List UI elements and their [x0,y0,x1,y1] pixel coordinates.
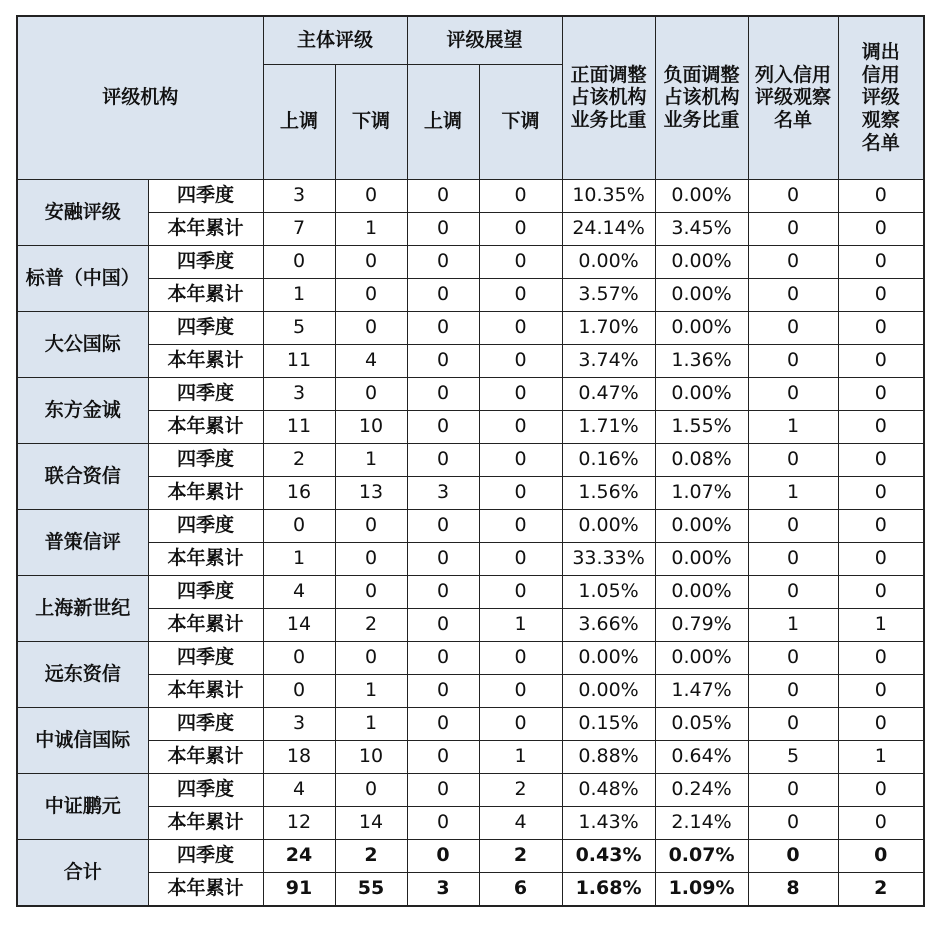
table-row [17,806,924,839]
table-cell: 0 [838,806,924,839]
table-row [17,179,924,212]
table-cell: 0 [263,674,335,707]
period-label: 本年累计 [148,476,263,509]
table-cell: 0 [479,476,562,509]
table-cell: 0.24% [655,773,748,806]
header-outlook-up: 上调 [407,64,479,179]
table-cell: 0 [407,278,479,311]
table-cell: 7 [263,212,335,245]
table-cell: 2 [335,839,407,872]
table-cell: 1.36% [655,344,748,377]
table-row [17,707,924,740]
table-cell: 3 [263,377,335,410]
table-cell: 0 [838,542,924,575]
table-cell: 0 [407,542,479,575]
header-watch-in [748,16,838,179]
agency-name: 中诚信国际 [17,707,148,773]
table-cell: 0.00% [562,245,655,278]
table-cell: 0 [748,641,838,674]
table-cell: 0 [407,806,479,839]
table-cell: 0 [838,377,924,410]
table-cell: 1 [263,542,335,575]
table-cell: 0 [479,311,562,344]
table-cell: 0 [838,311,924,344]
table-cell: 0 [335,542,407,575]
table-cell: 0.16% [562,443,655,476]
table-row [17,674,924,707]
table-cell: 0 [407,641,479,674]
table-row [17,575,924,608]
table-cell: 0 [748,707,838,740]
table-cell: 0 [407,410,479,443]
table-cell: 0.00% [655,278,748,311]
rating-adjustment-table [16,15,925,907]
table-cell: 2 [838,872,924,906]
table-cell: 0.00% [655,377,748,410]
header-outlook: 评级展望 [407,16,562,64]
period-label: 四季度 [148,443,263,476]
table-cell: 55 [335,872,407,906]
table-cell: 0 [335,311,407,344]
table-cell: 0 [748,773,838,806]
table-cell: 1.56% [562,476,655,509]
table-cell: 0 [838,641,924,674]
table-cell: 14 [335,806,407,839]
table-row [17,542,924,575]
period-label: 四季度 [148,773,263,806]
table-cell: 11 [263,344,335,377]
table-row [17,344,924,377]
header-issuer-rating: 主体评级 [263,16,407,64]
period-label: 四季度 [148,575,263,608]
period-label: 本年累计 [148,872,263,906]
agency-name: 合计 [17,839,148,906]
table-cell: 0 [748,674,838,707]
table-cell: 10 [335,740,407,773]
table-row [17,509,924,542]
period-label: 本年累计 [148,542,263,575]
table-row [17,773,924,806]
table-cell: 0 [838,476,924,509]
table-cell: 0.00% [655,311,748,344]
table-cell: 0 [838,773,924,806]
table-cell: 0.00% [655,509,748,542]
header-watch-out [838,16,924,179]
table-cell: 91 [263,872,335,906]
table-cell: 2.14% [655,806,748,839]
table-cell: 1.70% [562,311,655,344]
table-cell: 1 [838,608,924,641]
table-cell: 0 [407,740,479,773]
table-cell: 3 [263,179,335,212]
table-cell: 10.35% [562,179,655,212]
table-cell: 0 [335,278,407,311]
table-cell: 0 [479,674,562,707]
table-cell: 0 [838,344,924,377]
table-cell: 0 [479,179,562,212]
header-issuer-up: 上调 [263,64,335,179]
table-cell: 1 [748,476,838,509]
table-cell: 0 [335,179,407,212]
table-cell: 0 [479,575,562,608]
table-cell: 0 [838,278,924,311]
table-cell: 3.66% [562,608,655,641]
table-cell: 4 [263,773,335,806]
table-cell: 3 [407,476,479,509]
period-label: 四季度 [148,509,263,542]
table-cell: 0 [407,773,479,806]
table-cell: 0 [407,509,479,542]
table-cell: 10 [335,410,407,443]
table-row [17,476,924,509]
table-cell: 0 [748,542,838,575]
table-cell: 3.45% [655,212,748,245]
table-row [17,443,924,476]
table-cell: 11 [263,410,335,443]
table-cell: 1.43% [562,806,655,839]
table-cell: 0.08% [655,443,748,476]
table-cell: 0 [335,377,407,410]
table-cell: 3.74% [562,344,655,377]
table-cell: 0 [407,245,479,278]
table-cell: 0 [263,245,335,278]
table-cell: 0.00% [655,179,748,212]
table-cell: 0 [335,773,407,806]
table-cell: 0 [479,509,562,542]
period-label: 本年累计 [148,806,263,839]
table-cell: 1.71% [562,410,655,443]
table-cell: 1.55% [655,410,748,443]
table-cell: 1 [748,608,838,641]
table-cell: 0 [335,245,407,278]
table-cell: 0 [748,212,838,245]
table-cell: 1 [748,410,838,443]
table-cell: 0 [407,707,479,740]
table-cell: 0 [748,806,838,839]
table-cell: 0.15% [562,707,655,740]
table-cell: 1 [263,278,335,311]
table-cell: 0 [479,542,562,575]
table-cell: 5 [263,311,335,344]
table-cell: 0 [479,212,562,245]
table-cell: 1 [479,608,562,641]
table-cell: 0 [335,509,407,542]
period-label: 本年累计 [148,278,263,311]
table-cell: 0 [838,839,924,872]
header-agency: 评级机构 [17,16,263,179]
table-cell: 0.00% [562,674,655,707]
period-label: 四季度 [148,377,263,410]
table-cell: 24 [263,839,335,872]
table-cell: 0.00% [562,641,655,674]
table-cell: 0.00% [655,542,748,575]
table-cell: 0 [407,608,479,641]
table-cell: 0 [407,311,479,344]
header-watch-in-text: 列入信用评级观察名单 [755,63,832,132]
table-cell: 0 [748,575,838,608]
table-cell: 0 [407,674,479,707]
table-cell: 0 [263,509,335,542]
table-cell: 0 [479,443,562,476]
agency-name: 远东资信 [17,641,148,707]
table-cell: 0 [838,410,924,443]
table-cell: 0.07% [655,839,748,872]
agency-name: 普策信评 [17,509,148,575]
table-cell: 1 [335,674,407,707]
table-cell: 0 [748,443,838,476]
table-cell: 0 [748,344,838,377]
table-body [17,179,924,906]
agency-name: 上海新世纪 [17,575,148,641]
table-cell: 0 [838,179,924,212]
table-cell: 0 [748,245,838,278]
period-label: 本年累计 [148,674,263,707]
agency-name: 中证鹏元 [17,773,148,839]
table-row [17,278,924,311]
table-cell: 0.47% [562,377,655,410]
period-label: 本年累计 [148,608,263,641]
header-negative-share [655,16,748,179]
table-cell: 2 [263,443,335,476]
table-cell: 4 [335,344,407,377]
table-cell: 0 [479,641,562,674]
table-cell: 1 [335,707,407,740]
table-cell: 0.48% [562,773,655,806]
table-cell: 0 [748,311,838,344]
table-cell: 3 [407,872,479,906]
table-cell: 0 [838,674,924,707]
table-cell: 18 [263,740,335,773]
table-cell: 0 [479,707,562,740]
table-row [17,311,924,344]
table-cell: 33.33% [562,542,655,575]
period-label: 本年累计 [148,410,263,443]
table-cell: 0.79% [655,608,748,641]
table-cell: 0.00% [655,641,748,674]
table-row [17,377,924,410]
table-cell: 0 [748,179,838,212]
table-cell: 0 [479,410,562,443]
agency-name: 东方金诚 [17,377,148,443]
table-row [17,608,924,641]
table-cell: 1.09% [655,872,748,906]
table-cell: 0.00% [655,245,748,278]
table-cell: 13 [335,476,407,509]
table-cell: 1 [335,212,407,245]
table-cell: 0 [748,509,838,542]
table-row [17,245,924,278]
agency-name: 安融评级 [17,179,148,245]
table-row [17,839,924,872]
table-cell: 0 [838,212,924,245]
period-label: 四季度 [148,311,263,344]
table-cell: 4 [479,806,562,839]
period-label: 四季度 [148,179,263,212]
table-cell: 0.00% [562,509,655,542]
period-label: 本年累计 [148,344,263,377]
period-label: 四季度 [148,641,263,674]
table-cell: 2 [479,839,562,872]
agency-name: 标普（中国） [17,245,148,311]
table-cell: 2 [479,773,562,806]
table-cell: 3 [263,707,335,740]
table-cell: 0.05% [655,707,748,740]
table-cell: 1 [479,740,562,773]
period-label: 四季度 [148,245,263,278]
table-cell: 2 [335,608,407,641]
agency-name: 联合资信 [17,443,148,509]
table-cell: 0 [407,179,479,212]
header-outlook-down: 下调 [479,64,562,179]
table-cell: 0 [407,212,479,245]
table-cell: 0 [407,839,479,872]
period-label: 本年累计 [148,212,263,245]
table-row [17,641,924,674]
table-cell: 0.88% [562,740,655,773]
table-cell: 6 [479,872,562,906]
table-row [17,410,924,443]
table-cell: 0 [335,641,407,674]
period-label: 四季度 [148,839,263,872]
table-cell: 16 [263,476,335,509]
table-cell: 0.00% [655,575,748,608]
table-cell: 0 [479,344,562,377]
table-cell: 0 [407,344,479,377]
table-row [17,212,924,245]
table-cell: 1.68% [562,872,655,906]
table-cell: 0 [838,575,924,608]
header-negative-share-text: 负面调整占该机构业务比重 [663,63,740,132]
header-positive-share [562,16,655,179]
table-cell: 4 [263,575,335,608]
table-row [17,872,924,906]
table-cell: 0 [479,377,562,410]
table-cell: 0 [407,575,479,608]
table-row [17,740,924,773]
table-cell: 0.43% [562,839,655,872]
header-positive-share-text: 正面调整占该机构业务比重 [570,63,647,132]
period-label: 四季度 [148,707,263,740]
table-cell: 0 [407,443,479,476]
table-cell: 0 [748,278,838,311]
table-cell: 1.05% [562,575,655,608]
period-label: 本年累计 [148,740,263,773]
table-cell: 0 [407,377,479,410]
table-cell: 0 [838,443,924,476]
table-cell: 5 [748,740,838,773]
table-cell: 0 [748,377,838,410]
table-cell: 0 [479,245,562,278]
header-issuer-down: 下调 [335,64,407,179]
agency-name: 大公国际 [17,311,148,377]
table-cell: 0 [838,707,924,740]
table-cell: 1 [335,443,407,476]
table-cell: 1.47% [655,674,748,707]
table-cell: 0 [748,839,838,872]
table-cell: 3.57% [562,278,655,311]
table-cell: 1.07% [655,476,748,509]
table-cell: 1 [838,740,924,773]
table-cell: 0 [263,641,335,674]
table-cell: 0.64% [655,740,748,773]
table-cell: 0 [479,278,562,311]
table-cell: 0 [335,575,407,608]
header-watch-out-text: 调出信用评级观察名单 [861,40,900,154]
table-cell: 0 [838,245,924,278]
table-cell: 8 [748,872,838,906]
table-cell: 24.14% [562,212,655,245]
table-cell: 0 [838,509,924,542]
table-cell: 12 [263,806,335,839]
table-cell: 14 [263,608,335,641]
